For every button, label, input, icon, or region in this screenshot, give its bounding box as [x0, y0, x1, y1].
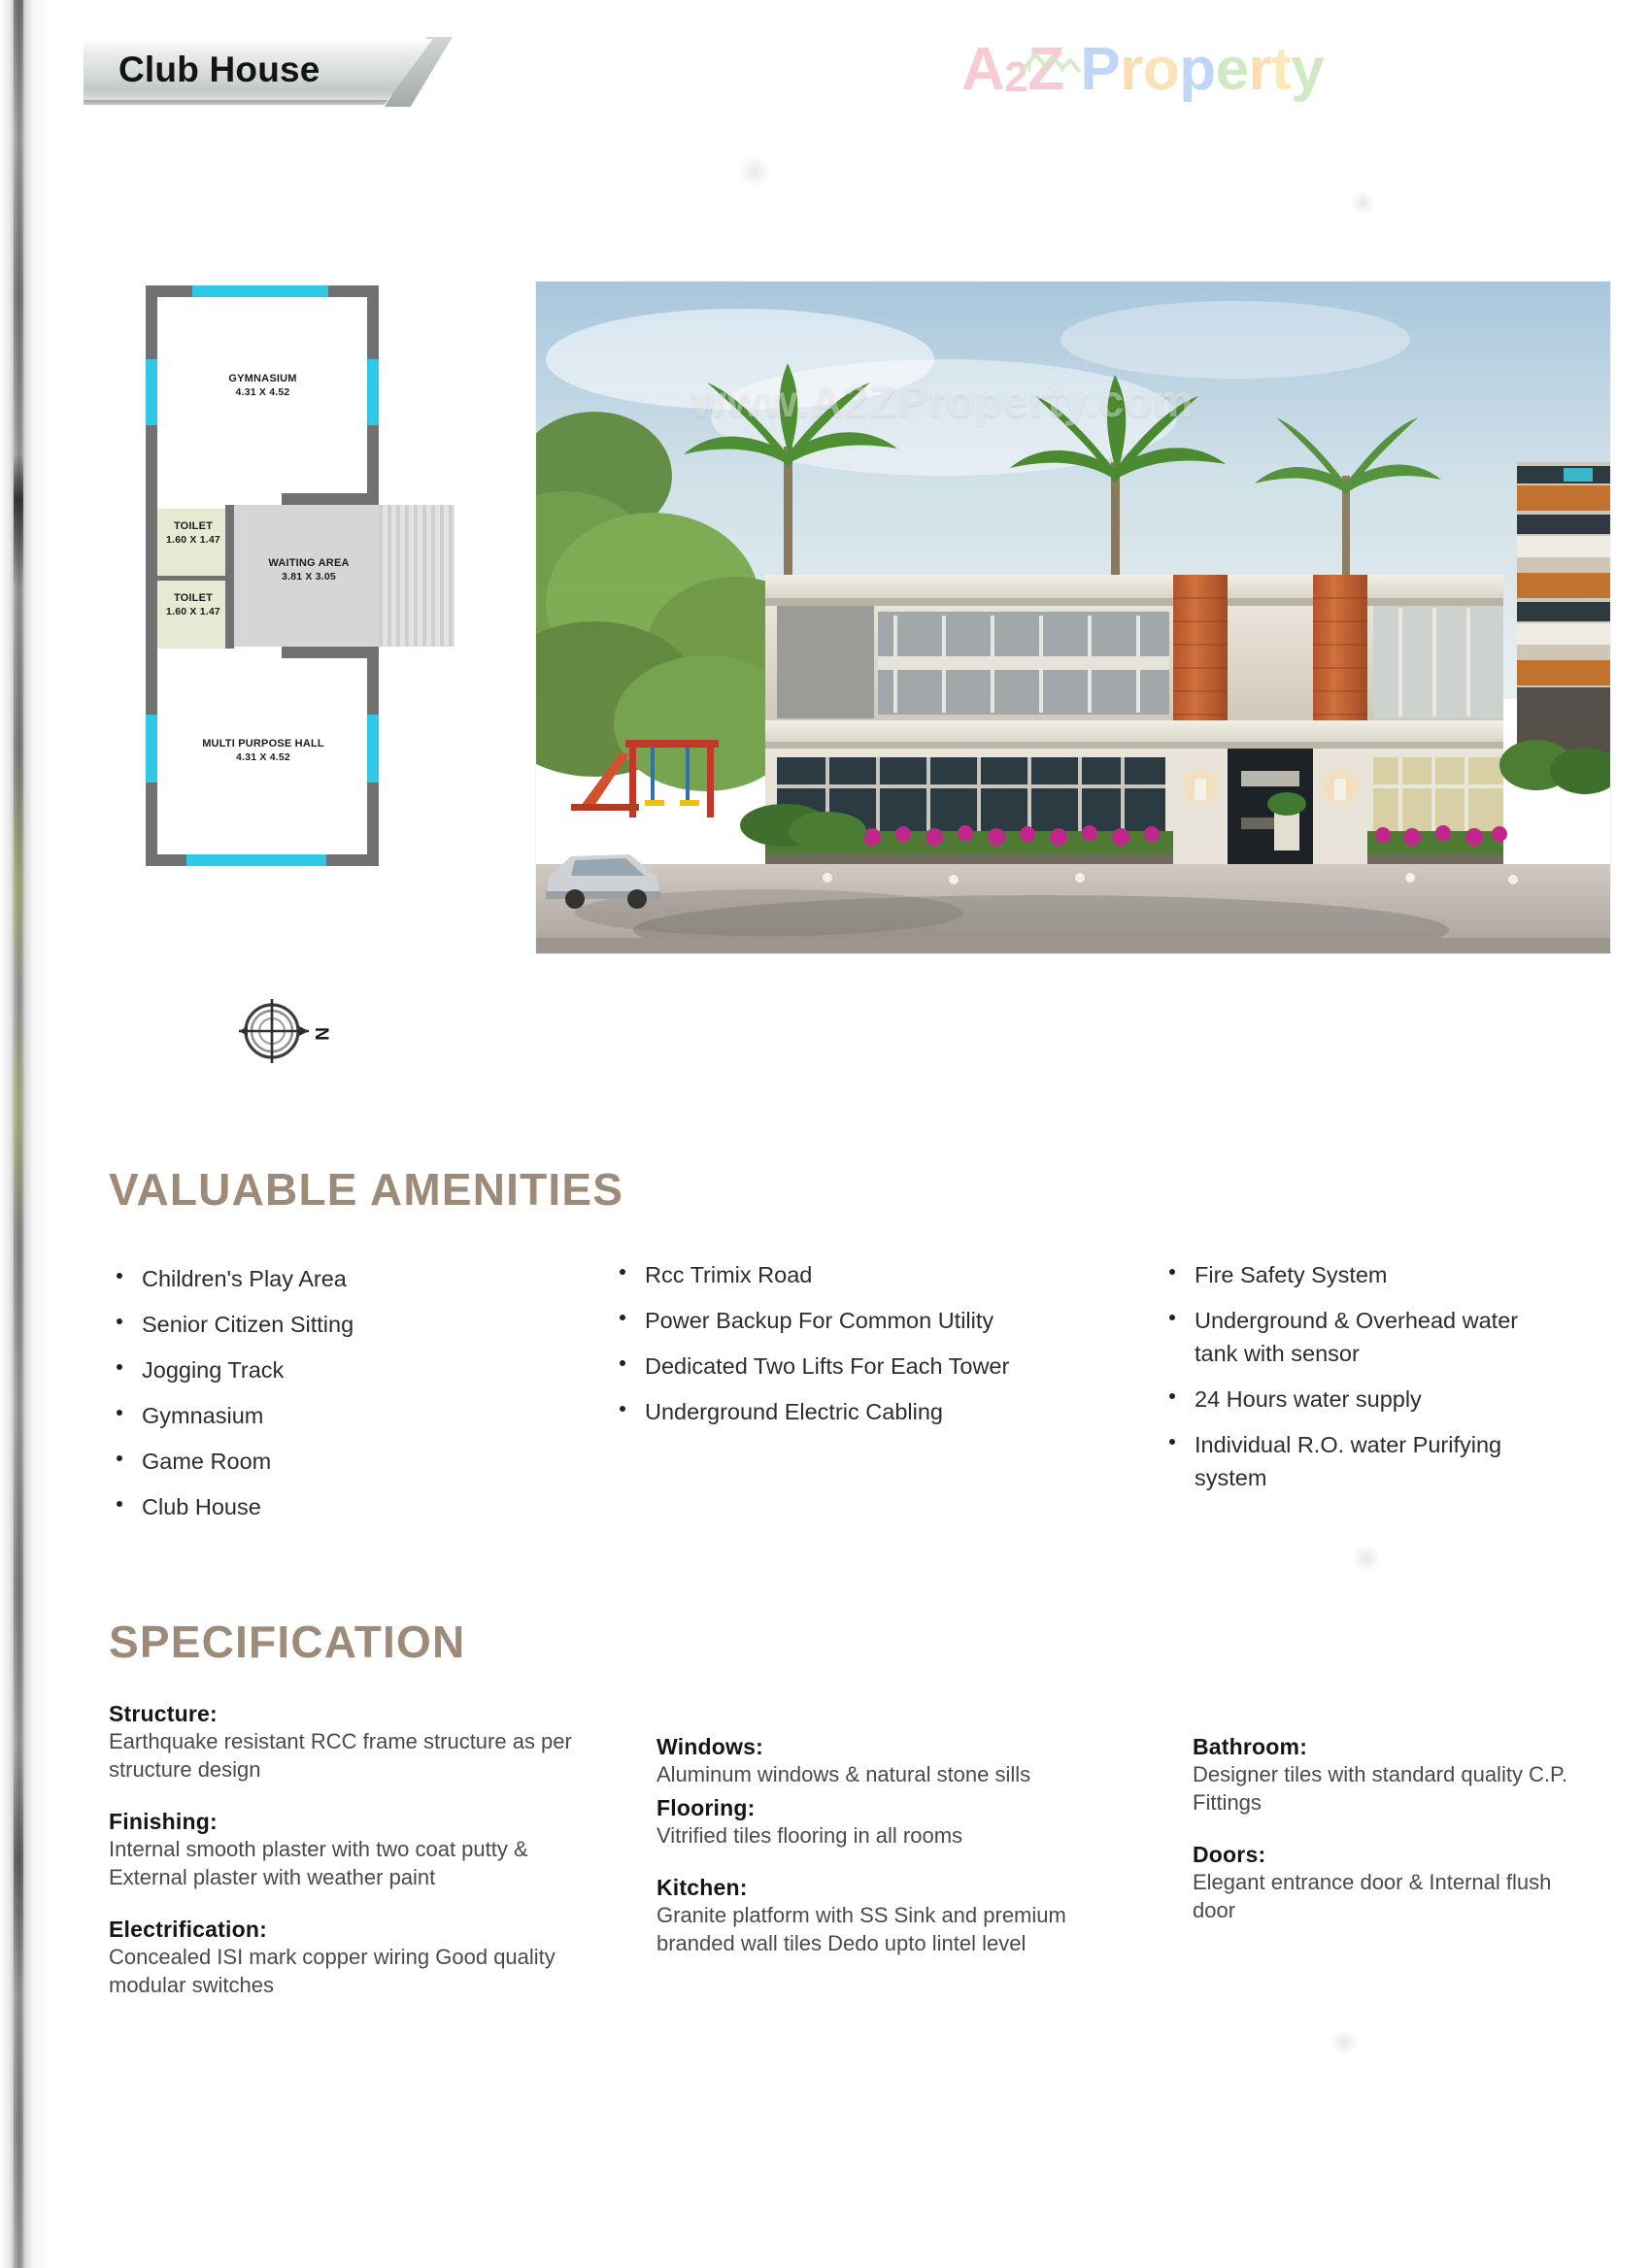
amenity-item: Dedicated Two Lifts For Each Tower — [612, 1350, 1029, 1383]
specification-column-2 — [657, 1734, 1094, 1983]
scan-binding-edge — [0, 0, 56, 2268]
spec-heading: Bathroom: — [1193, 1734, 1308, 1759]
amenity-item: Senior Citizen Sitting — [109, 1308, 565, 1341]
amenities-column-2 — [612, 1258, 1029, 1441]
club-house-rendering-image — [536, 282, 1610, 953]
plan-label-gymnasium — [183, 373, 343, 399]
amenity-item: Children's Play Area — [109, 1262, 565, 1295]
spec-text: Designer tiles with standard quality C.P. Fittings — [1193, 1762, 1568, 1815]
amenity-item: Game Room — [109, 1445, 565, 1478]
plan-label-toilet-1-name: TOILET — [173, 520, 214, 532]
spec-group — [657, 1734, 1094, 1789]
spec-text: Vitrified tiles flooring in all rooms — [657, 1822, 963, 1848]
plan-wall-hall-bottom-right — [326, 854, 379, 866]
plan-label-waiting-area — [237, 557, 381, 584]
scan-smudge-4 — [1330, 2029, 1358, 2056]
plan-window-hall-left — [146, 715, 157, 783]
amenity-item: Jogging Track — [109, 1353, 565, 1386]
plan-label-waiting-area-name: WAITING AREA — [268, 557, 350, 569]
spec-heading: Structure: — [109, 1701, 218, 1726]
page-title-banner — [84, 39, 433, 105]
plan-wall-left-mid — [146, 425, 157, 658]
amenity-item: Underground & Overhead water tank with sensor — [1162, 1304, 1560, 1370]
spec-text: Granite platform with SS Sink and premium branded wall tiles Dedo upto lintel level — [657, 1903, 1066, 1955]
amenities-column-3 — [1162, 1258, 1560, 1507]
plan-label-toilet-2-name: TOILET — [173, 592, 214, 604]
spec-heading: Doors: — [1193, 1842, 1266, 1868]
compass-rose — [221, 996, 348, 1066]
spec-text: Aluminum windows & natural stone sills — [657, 1762, 1031, 1786]
spec-text: Earthquake resistant RCC frame structure as per structure design — [109, 1729, 572, 1782]
house-roof-icon — [1020, 49, 1082, 74]
amenities-section-title: VALUABLE AMENITIES — [109, 1164, 624, 1215]
plan-wall-hall-bottom-left — [146, 854, 186, 866]
plan-window-left-gym — [146, 359, 157, 425]
plan-window-right-gym — [367, 359, 379, 425]
amenity-item: Gymnasium — [109, 1399, 565, 1432]
plan-wall-left-upper — [146, 285, 157, 359]
plan-wall-gym-bottom — [282, 493, 379, 505]
spec-heading: Finishing: — [109, 1809, 218, 1835]
plan-wall-right-lower — [367, 425, 379, 503]
plan-hatch-open-area — [379, 505, 455, 647]
amenities-column-1 — [109, 1262, 565, 1536]
plan-label-hall-name: MULTI PURPOSE HALL — [202, 738, 324, 750]
spec-group — [657, 1795, 1094, 1851]
plan-label-toilet-1 — [159, 520, 227, 547]
brand-word-property: Property — [1080, 36, 1325, 103]
amenity-item: Rcc Trimix Road — [612, 1258, 1029, 1291]
plan-window-hall-right — [367, 715, 379, 783]
spec-heading: Windows: — [657, 1734, 763, 1759]
spec-group — [109, 1701, 575, 1784]
plan-window-hall-bottom — [186, 854, 326, 866]
plan-window-top — [192, 285, 328, 297]
plan-room-gymnasium — [153, 293, 369, 507]
spec-heading: Electrification: — [109, 1917, 267, 1943]
amenity-item: 24 Hours water supply — [1162, 1383, 1560, 1416]
plan-label-hall-dim: 4.31 X 4.52 — [236, 750, 290, 763]
plan-wall-right-upper — [367, 285, 379, 359]
scan-smudge-2 — [1350, 190, 1375, 216]
amenity-item: Underground Electric Cabling — [612, 1395, 1029, 1428]
brand-letter-z: Z — [1027, 36, 1064, 103]
plan-label-toilet-1-dim: 1.60 X 1.47 — [166, 533, 220, 546]
brand-letter-a: A — [961, 36, 1005, 103]
club-house-floor-plan — [144, 284, 464, 953]
amenity-item: Club House — [109, 1490, 565, 1523]
plan-label-toilet-2-dim: 1.60 X 1.47 — [166, 605, 220, 617]
spec-text: Internal smooth plaster with two coat putty & External plaster with weather paint — [109, 1837, 528, 1889]
plan-wall-hall-right-upper — [367, 647, 379, 715]
spec-heading: Flooring: — [657, 1794, 756, 1820]
spec-group — [1193, 1842, 1581, 1924]
plan-label-multi-purpose-hall — [171, 738, 355, 764]
plan-label-gymnasium-name: GYMNASIUM — [228, 373, 297, 384]
page-title: Club House — [118, 50, 320, 89]
amenity-item: Power Backup For Common Utility — [612, 1304, 1029, 1337]
plan-wall-hall-left-upper — [146, 650, 157, 715]
spec-text: Concealed ISI mark copper wiring Good quality modular switches — [109, 1945, 556, 1997]
amenity-item: Individual R.O. water Purifying system — [1162, 1428, 1560, 1494]
spec-group — [657, 1875, 1094, 1957]
brand-watermark-logo — [961, 35, 1324, 104]
spec-text: Elegant entrance door & Internal flush door — [1193, 1870, 1552, 1922]
specification-column-1 — [109, 1701, 575, 2025]
brand-letter-2: 2 — [1004, 53, 1028, 101]
specification-column-3 — [1193, 1734, 1581, 1950]
compass-north-label: N — [311, 1027, 331, 1041]
spec-group — [109, 1917, 575, 1999]
specification-section-title: SPECIFICATION — [109, 1617, 466, 1667]
scan-smudge-1 — [738, 155, 771, 188]
spec-group — [1193, 1734, 1581, 1817]
scan-smudge-3 — [1352, 1544, 1381, 1573]
plan-label-waiting-area-dim: 3.81 X 3.05 — [282, 570, 336, 583]
spec-group — [109, 1809, 575, 1891]
plan-label-gymnasium-dim: 4.31 X 4.52 — [235, 385, 290, 398]
spec-heading: Kitchen: — [657, 1875, 748, 1901]
compass-icon — [221, 996, 348, 1066]
plan-wall-between-toilets — [157, 576, 229, 581]
plan-wall-hall-top — [282, 647, 379, 658]
amenity-item: Fire Safety System — [1162, 1258, 1560, 1291]
photo-watermark: www.A2ZProperty.com — [691, 376, 1195, 426]
plan-label-toilet-2 — [159, 592, 227, 618]
